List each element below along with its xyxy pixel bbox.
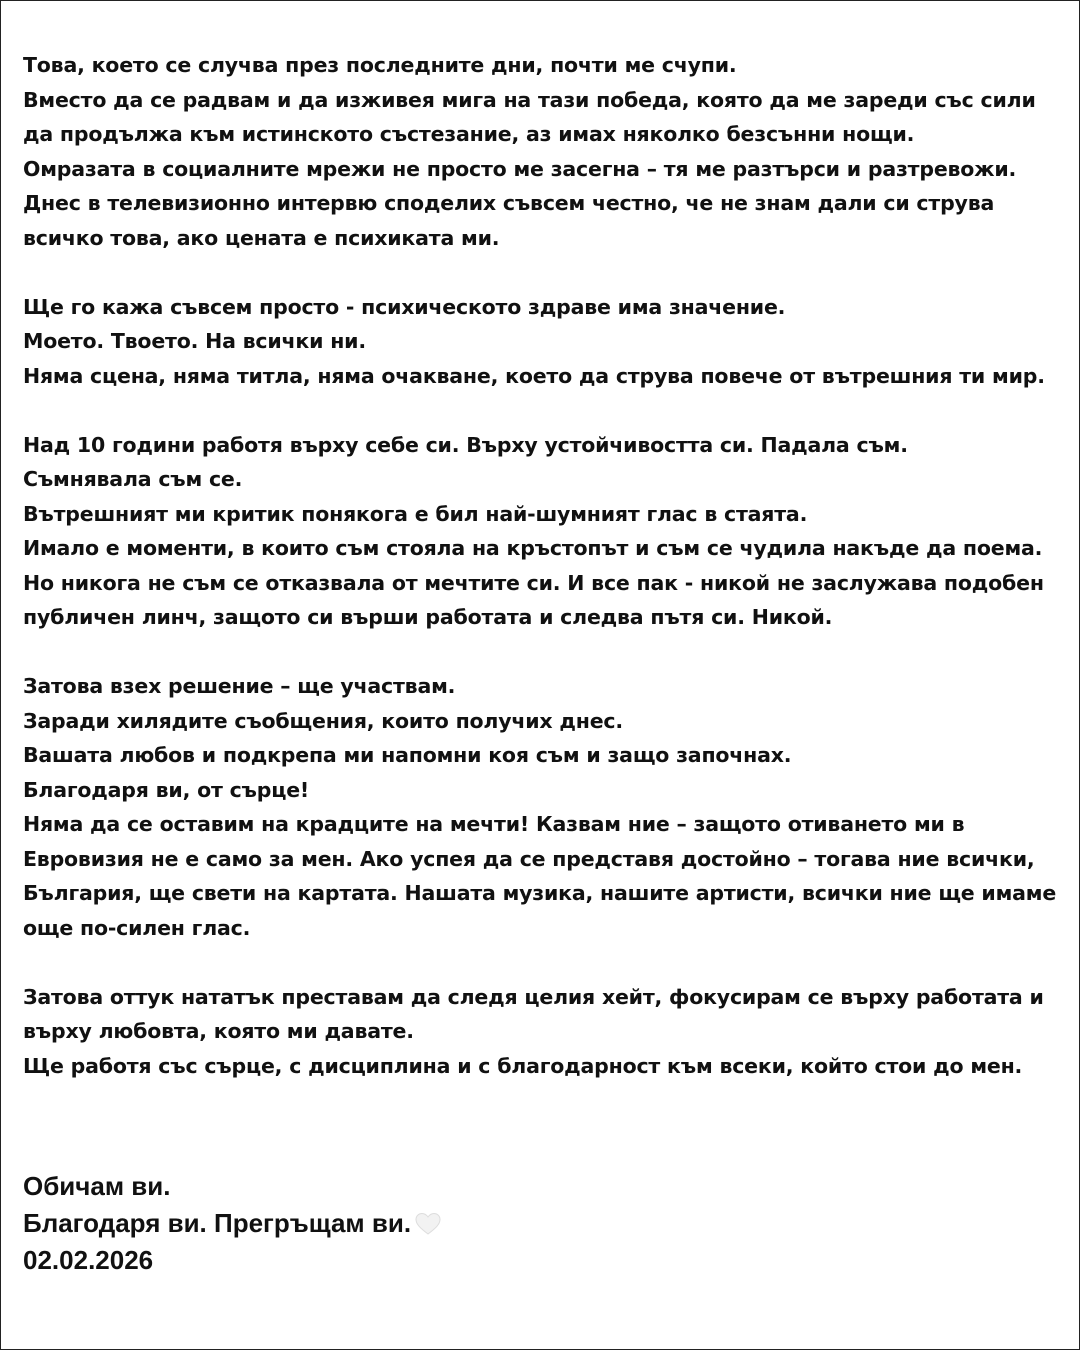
text-line: Ще го кажа съвсем просто - психическото здраве има значение.: [23, 294, 786, 319]
text-line: публичен линч, защото си върши работата и следва пътя си. Никой.: [23, 605, 833, 629]
paragraph-5: [23, 980, 1068, 1084]
text-line: Няма сцена, няма титла, няма очакване, което да струва повече от вътрешния ти мир.: [23, 363, 1045, 388]
text-line: Вместо да се радвам и да изживея мига на тази победа, която да ме зареди със сили: [23, 87, 1036, 112]
text-line: Днес в телевизионно интервю споделих съвсем честно, че не знам дали си струва: [23, 191, 995, 215]
text-line: Няма да се оставим на крадците на мечти! Казвам ние – защото отиването ми в: [23, 812, 965, 836]
text-line: Съмнявала съм се.: [23, 467, 243, 491]
text-line: Но никога не съм се отказвала от мечтите си. И все пак - никой не заслужава подобен: [23, 570, 1044, 595]
text-line: всичко това, ако цената е психиката ми.: [23, 225, 500, 250]
signoff-love-line: Обичам ви.: [23, 1171, 171, 1201]
text-line: България, ще свети на картата. Нашата музика, нашите артисти, всички ние ще имаме: [23, 881, 1057, 905]
text-line: да продължа към истинското състезание, аз имах няколко безсънни нощи.: [23, 122, 915, 146]
letter-body: [23, 48, 1068, 1083]
text-line: Заради хилядите съобщения, които получих днес.: [23, 708, 623, 733]
white-heart-icon: [415, 1209, 441, 1233]
paragraph-2: [23, 290, 1068, 394]
signoff-thanks-line: [23, 1205, 441, 1242]
text-line: Благодаря ви, от сърце!: [23, 777, 310, 802]
text-line: Омразата в социалните мрежи не просто ме засегна – тя ме разтърси и разтревожи.: [23, 156, 1017, 181]
text-line: Над 10 години работя върху себе си. Върху устойчивостта си. Падала съм.: [23, 432, 908, 457]
paragraph-3: [23, 428, 1068, 635]
signoff: [23, 1168, 441, 1279]
paragraph-4: [23, 669, 1068, 945]
text-line: Вътрешният ми критик понякога е бил най-шумният глас в стаята.: [23, 501, 808, 526]
text-line: Ще работя със сърце, с дисциплина и с благодарност към всеки, който стои до мен.: [23, 1053, 1023, 1078]
text-line: Евровизия не е само за мен. Ако успея да се представя достойно – тогава ние всички,: [23, 846, 1035, 871]
text-line: върху любовта, която ми давате.: [23, 1019, 414, 1043]
text-line: Вашата любов и подкрепа ми напомни коя съм и защо започнах.: [23, 743, 792, 767]
paragraph-1: [23, 48, 1068, 255]
text-line: още по-силен глас.: [23, 915, 251, 940]
text-line: Това, което се случва през последните дни, почти ме счупи.: [23, 53, 737, 77]
text-line: Затова оттук нататък преставам да следя целия хейт, фокусирам се върху работата и: [23, 984, 1044, 1009]
text-line: Моето. Твоето. На всички ни.: [23, 329, 366, 353]
signoff-thanks-text: Благодаря ви. Прегръщам ви.: [23, 1208, 412, 1238]
text-line: Затова взех решение – ще участвам.: [23, 674, 456, 698]
signoff-date: 02.02.2026: [23, 1245, 154, 1275]
text-line: Имало е моменти, в които съм стояла на кръстопът и съм се чудила накъде да поема.: [23, 536, 1043, 560]
